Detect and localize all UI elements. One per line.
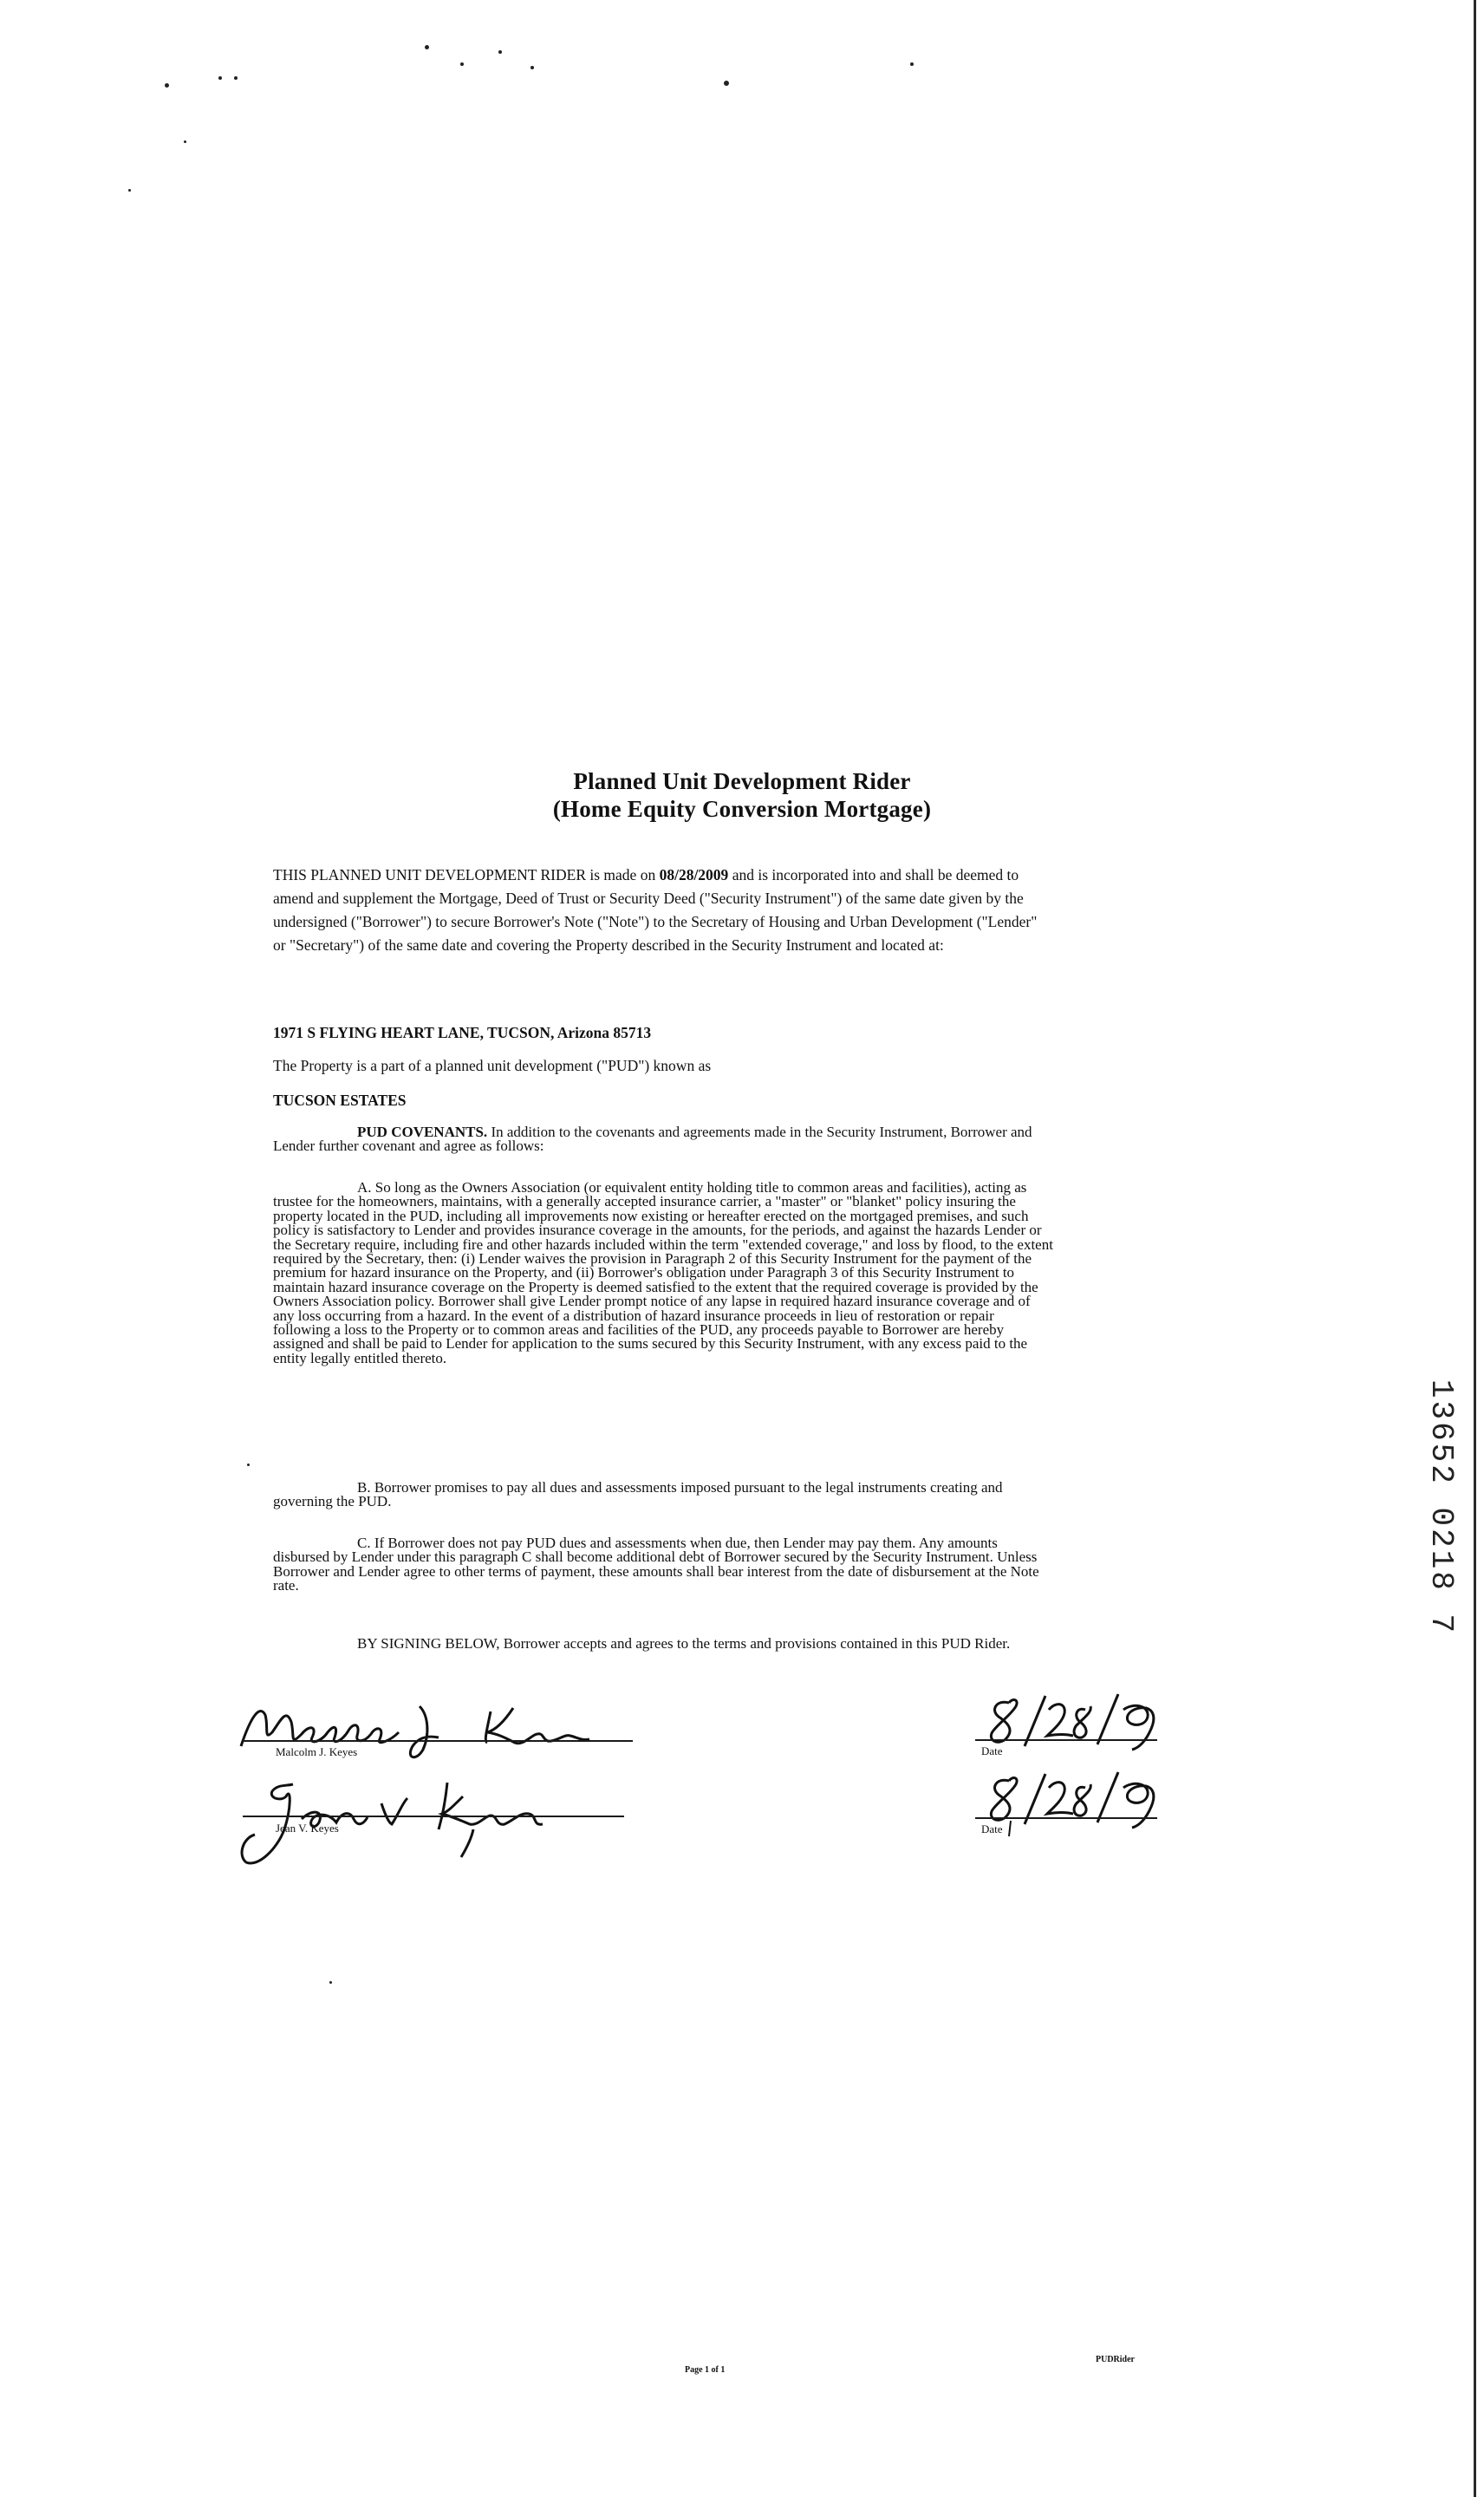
signature-line-2 bbox=[243, 1816, 624, 1817]
paragraph-a: A. So long as the Owners Association (or equivalent entity holding title to common areas and facilities), acting as trustee for the homeowners, maintains, with a generally accepted insurance carrier, a "master" or "blanket" policy insuring the property located in the PUD, including all improvements now existing or hereafter erected on the mortgaged premises, and such policy is satisfactory to Lender and provides insurance coverage in the amounts, for the periods, and against the hazards Lender or the Secretary require, including fire and other hazards included within the term "extended coverage," and loss by flood, to the extent required by the Secretary, then: (i) Lender waives the provision in Paragraph 2 of this Security Instrument for the payment of the premium for hazard insurance on the Property, and (ii) Borrower's obligation under Paragraph 3 of this Security Instrument to maintain hazard insurance coverage on the Property is deemed satisfied to the extent that the required coverage is provided by the Owners Association policy. Borrower shall give Lender prompt notice of any lapse in required hazard insurance coverage and of any loss occurring from a hazard. In the event of a distribution of hazard insurance proceeds in lieu of restoration or repair following a loss to the Property or to common areas and facilities of the PUD, any proceeds payable to Borrower are hereby assigned and shall be paid to Lender for application to the sums secured by this Security Instrument, with any excess paid to the entity legally entitled thereto. bbox=[273, 1179, 1053, 1366]
date-line-1 bbox=[975, 1739, 1157, 1741]
property-address: 1971 S FLYING HEART LANE, TUCSON, Arizona 85713 bbox=[273, 1024, 652, 1041]
scan-speck bbox=[218, 76, 222, 80]
scan-speck bbox=[247, 1464, 250, 1466]
scan-speck bbox=[498, 50, 502, 54]
handwritten-date-1 bbox=[980, 1691, 1179, 1751]
scan-speck bbox=[128, 189, 131, 192]
footer-form-id: PUDRider bbox=[1096, 2355, 1135, 2364]
scan-speck bbox=[165, 83, 169, 88]
paragraph-c: C. If Borrower does not pay PUD dues and assessments when due, then Lender may pay them. Any amounts disbursed by Lender under this paragraph C shall become additional debt of Borrower secured by the Security Instrument. Unless Borrower and Lender agree to other terms of payment, these amounts shall bear interest from the date of disbursement at the Note rate. bbox=[273, 1535, 1039, 1594]
scan-speck bbox=[184, 140, 186, 143]
document-title: Planned Unit Development Rider bbox=[573, 768, 911, 794]
scan-speck bbox=[234, 76, 238, 80]
intro-text-start: THIS PLANNED UNIT DEVELOPMENT RIDER is made on bbox=[273, 866, 660, 883]
date-label-2: Date bbox=[981, 1822, 1003, 1835]
scan-speck bbox=[910, 62, 914, 66]
paragraph-b: B. Borrower promises to pay all dues and assessments imposed pursuant to the legal instruments creating and governing the PUD. bbox=[273, 1479, 1003, 1510]
recording-stamp: 13652 0218 7 bbox=[1423, 1379, 1460, 1635]
intro-paragraph bbox=[273, 864, 1053, 957]
page-edge-border bbox=[1474, 0, 1476, 2497]
date-label-1: Date bbox=[981, 1744, 1003, 1757]
pud-intro: The Property is a part of a planned unit development ("PUD") known as bbox=[273, 1057, 712, 1074]
date-line-2 bbox=[975, 1817, 1157, 1819]
signing-statement: BY SIGNING BELOW, Borrower accepts and agrees to the terms and provisions contained in this PUD Rider. bbox=[357, 1635, 1011, 1652]
signer1-name: Malcolm J. Keyes bbox=[276, 1745, 358, 1758]
scan-speck bbox=[530, 66, 534, 69]
document-subtitle: (Home Equity Conversion Mortgage) bbox=[552, 796, 932, 822]
covenants-intro-text: In addition to the covenants and agreements made in the Security Instrument, Borrower and Lender further covenant and agree as follows: bbox=[273, 1124, 1032, 1155]
intro-text-rest: and is incorporated into and shall be deemed to amend and supplement the Mortgage, Deed of Trust or Security Deed ("Security Instrument") of the same date given by the undersigned ("Borrower") to secure Borrower's Note ("Note") to the Secretary of Housing and Urban Development ("Lender" or "Secretary") of the same date and covering the Property described in the Security Instrument and located at: bbox=[273, 866, 1038, 954]
scan-speck bbox=[460, 62, 464, 66]
scan-speck bbox=[724, 81, 729, 86]
pud-name: TUCSON ESTATES bbox=[273, 1092, 407, 1109]
footer-page-number: Page 1 of 1 bbox=[685, 2365, 726, 2375]
handwritten-date-2 bbox=[980, 1769, 1179, 1838]
scan-speck bbox=[425, 45, 429, 49]
covenants-intro bbox=[273, 1125, 1053, 1154]
covenants-heading: PUD COVENANTS. bbox=[357, 1124, 488, 1140]
signer2-name: Jean V. Keyes bbox=[276, 1822, 339, 1835]
scan-speck bbox=[329, 1981, 332, 1984]
signature-line-1 bbox=[243, 1740, 633, 1742]
rider-date: 08/28/2009 bbox=[659, 866, 729, 883]
